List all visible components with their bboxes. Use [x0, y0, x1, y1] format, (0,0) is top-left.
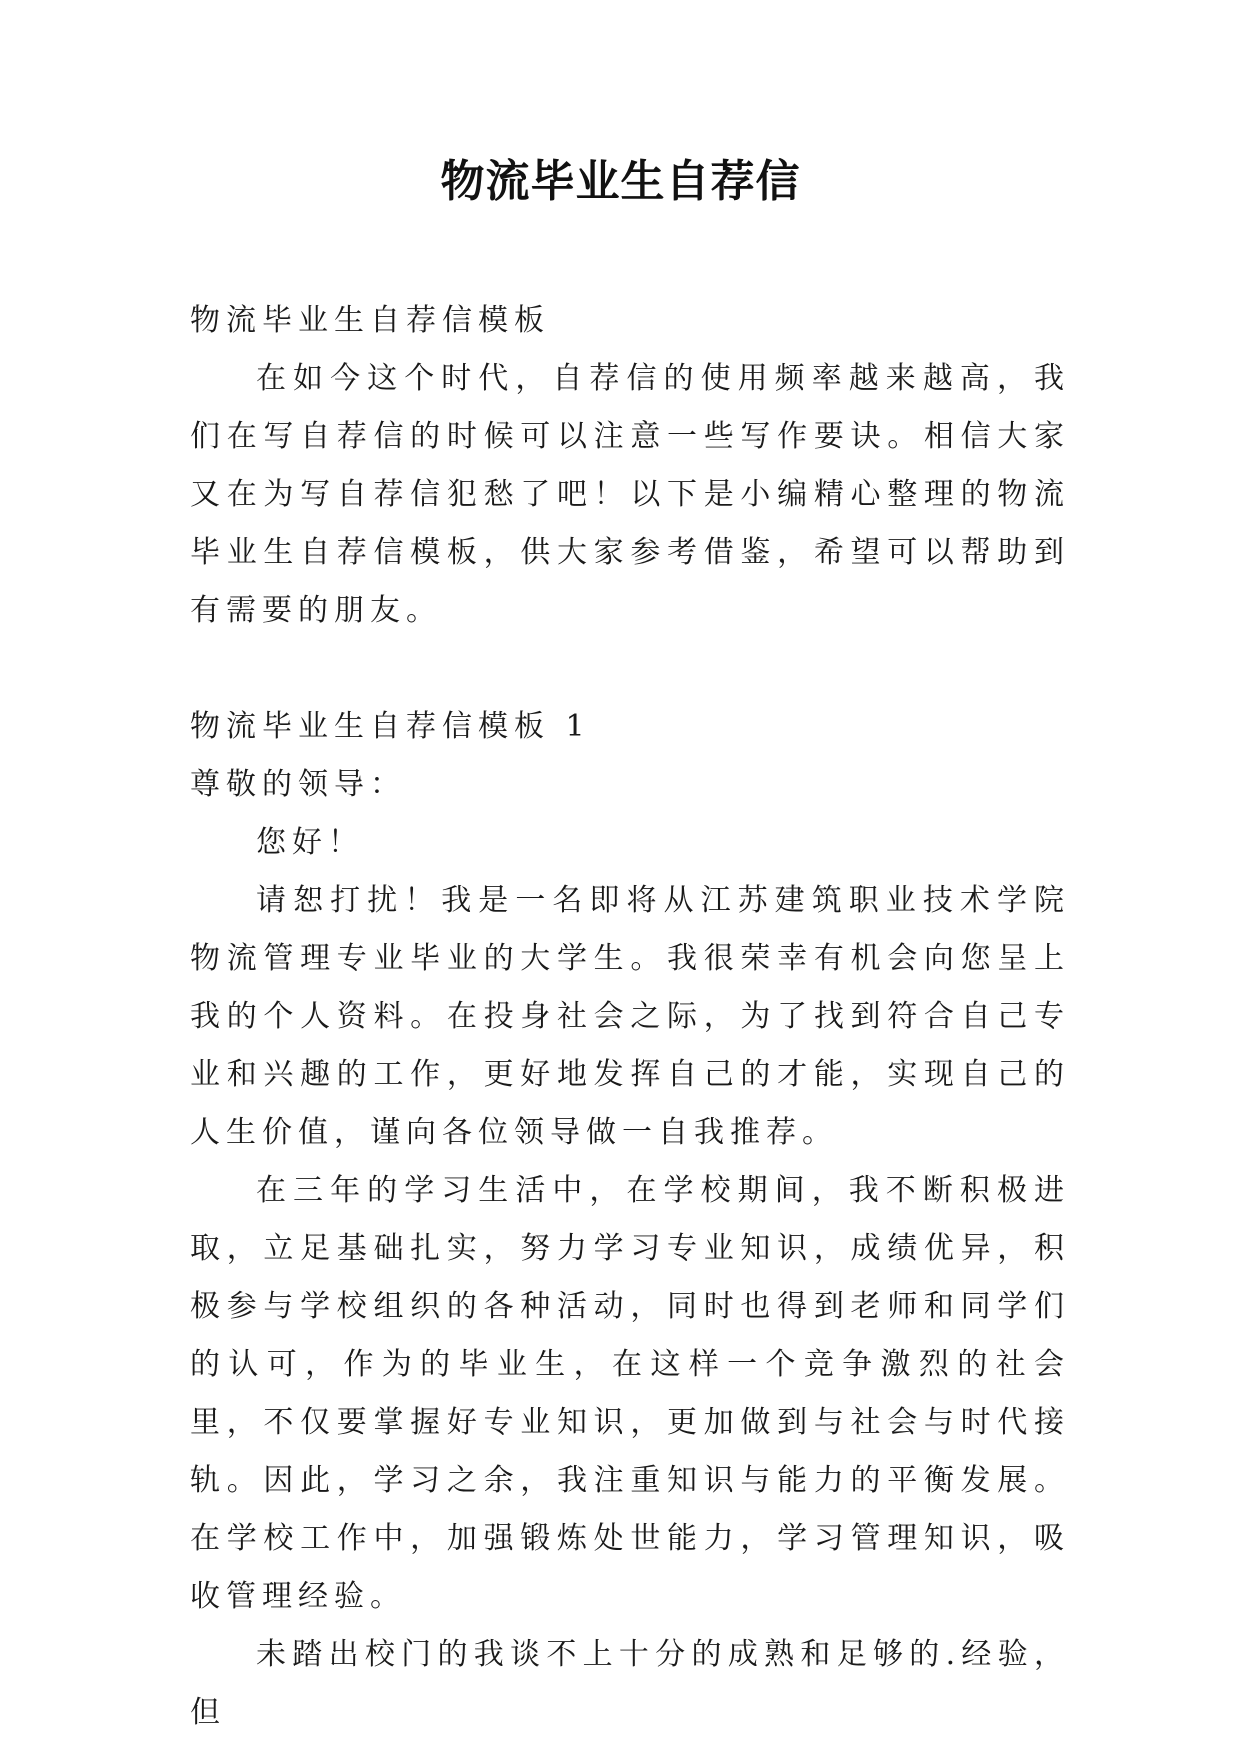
template-1-heading: 物流毕业生自荐信模板 1 — [190, 709, 591, 744]
greeting: 您好！ — [256, 825, 364, 860]
body-paragraph-introduction: 请恕打扰！我是一名即将从江苏建筑职业技术学院物流管理专业毕业的大学生。我很荣幸有机会向您呈上我的个人资料。在投身社会之际，为了找到符合自己专业和兴趣的工作，更好地发挥自己的才能，实现自己的人生价值，谨向各位领导做一自我推荐。 — [190, 883, 1070, 1150]
document-title: 物流毕业生自荐信 — [440, 156, 801, 207]
salutation: 尊敬的领导： — [190, 767, 406, 802]
body-paragraph-study: 在三年的学习生活中，在学校期间，我不断积极进取，立足基础扎实，努力学习专业知识，成绩优异，积极参与学校组织的各种活动，同时也得到老师和同学们的认可，作为的毕业生，在这样一个竞争激烈的社会里，不仅要掌握好专业知识，更加做到与社会与时代接轨。因此，学习之余，我注重知识与能力的平衡发展。在学校工作中，加强锻炼处世能力，学习管理知识，吸收管理经验。 — [190, 1173, 1070, 1614]
document-body — [190, 292, 1070, 1742]
template-heading: 物流毕业生自荐信模板 — [190, 303, 550, 338]
body-paragraph-experience: 未踏出校门的我谈不上十分的成熟和足够的.经验，但 — [190, 1637, 1070, 1730]
intro-paragraph: 在如今这个时代，自荐信的使用频率越来越高，我们在写自荐信的时候可以注意一些写作要诀。相信大家又在为写自荐信犯愁了吧！以下是小编精心整理的物流毕业生自荐信模板，供大家参考借鉴，希望可以帮助到有需要的朋友。 — [190, 361, 1070, 628]
